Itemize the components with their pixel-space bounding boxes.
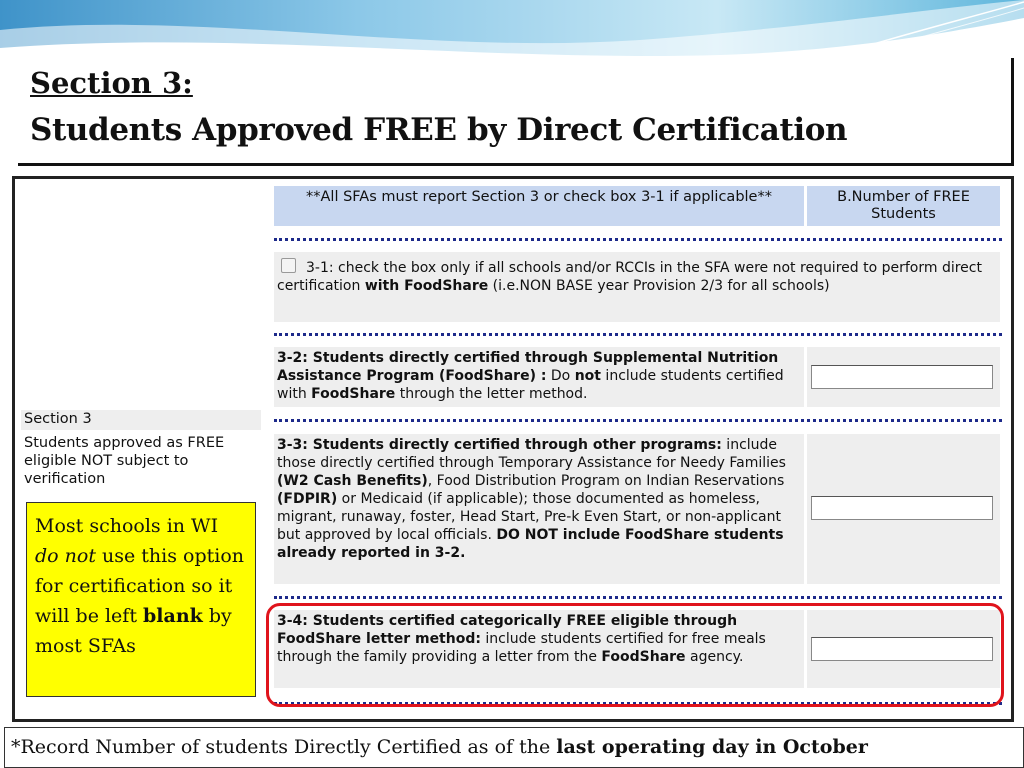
divider <box>274 333 1002 336</box>
callout-note <box>26 502 256 697</box>
divider <box>274 596 1002 599</box>
checkbox-3-1[interactable] <box>281 258 296 273</box>
input-3-3[interactable] <box>811 496 993 520</box>
header-instructions: **All SFAs must report Section 3 or check box 3-1 if applicable** <box>274 186 804 226</box>
row-3-1: 3-1: check the box only if all schools and/or RCCIs in the SFA were not required to perform direct certification with FoodShare (i.e.NON BASE year Provision 2/3 for all schools) <box>274 252 1000 322</box>
row-3-1-label: 3-1: <box>306 260 334 276</box>
header-number-free: B.Number of FREE Students <box>807 186 1000 226</box>
section-description: Students approved as FREE eligible NOT subject to verification <box>24 435 225 487</box>
section-heading: Section 3: <box>30 66 193 100</box>
note-text-2: use this option for certification so it will be left <box>35 545 244 627</box>
highlight-circle-3-4 <box>266 603 1004 707</box>
page-title: Students Approved FREE by Direct Certification <box>30 112 848 148</box>
divider <box>274 238 1002 241</box>
row-3-3-text: 3-3: Students directly certified through other programs: include those directly certified through Temporary Assistance for Needy Families (W2 Cash Benefits), Food Distribution Program on Indian Reservations (FDPIR) or Medicaid (if applicable); those documented as homeless, migrant, runaway, foster, Head Start, Pre-k Even Start, or non-applicant but approved by local officials. DO NOT include FoodShare students already reported in 3-2. <box>274 434 804 584</box>
footer-note: *Record Number of students Directly Certified as of the last operating day in October <box>4 727 1024 768</box>
section-label: Section 3 <box>21 410 261 430</box>
divider <box>274 419 1002 422</box>
note-text-1: Most schools in WI <box>35 515 219 537</box>
input-3-2[interactable] <box>811 365 993 389</box>
row-3-4-text: 3-4: Students certified categorically FREE eligible through FoodShare letter method: include students certified for free meals through the family providing a letter from the FoodShare agency. <box>274 610 804 688</box>
note-blank: blank <box>143 605 203 627</box>
title-box <box>18 58 1014 166</box>
wave-banner <box>0 0 1024 60</box>
section-left-label <box>21 410 261 488</box>
note-text-3: by most SFAs <box>35 605 232 657</box>
note-emphasis: do not <box>35 545 96 567</box>
footer-emphasis: last operating day in October <box>556 736 868 758</box>
row-3-2-text: 3-2: Students directly certified through Supplemental Nutrition Assistance Program (FoodShare) : Do not include students certified with FoodShare through the letter method. <box>274 347 804 407</box>
